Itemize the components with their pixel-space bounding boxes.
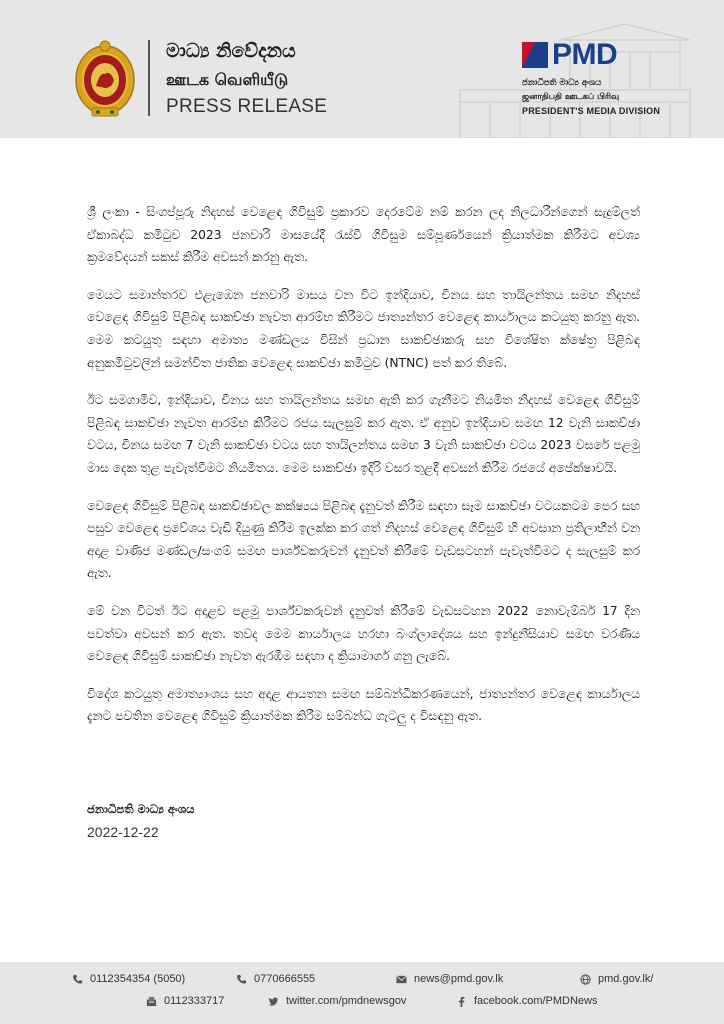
facebook-icon xyxy=(456,996,467,1007)
globe-icon xyxy=(580,974,591,985)
pmd-logo-text: PMD xyxy=(552,38,618,71)
division-name-tamil: ஜனாதிபதி ஊடகப் பிரிவு xyxy=(522,92,620,102)
phone-icon xyxy=(72,974,83,985)
paragraph: වෙළෙඳ ගිවිසුම් පිළිබඳ සාකච්ඡාවල කක්ෂ්‍යය පිළිබඳ දැනුවත් කිරීම සඳහා සෑම සාකච්ඡා වටයකටම පෙර සහ පසුව වෙළෙඳ ප්‍රවේශය වැඩි දියුණු කිරීම ඉලක්ක කර ගත් නිදහස් වෙළෙඳ ගිවිසුම් හි අවසාන ප්‍රතිලාභීන් වන අදාළ වාණිජ මණ්ඩල/සංගම් සමඟ පාර්ශ්වකරුවන් දැනුවත් කිරීමේ වැඩසටහන් පැවැත්වීමට ද සැලසුම් කර ඇත. xyxy=(87,498,640,581)
fax-number: 0112333717 xyxy=(164,995,225,1007)
footer-phone[interactable] xyxy=(72,973,185,985)
title-tamil: ஊடக வெளியீடு xyxy=(166,70,289,89)
twitter-handle: twitter.com/pmdnewsgov xyxy=(286,995,407,1007)
fax-icon xyxy=(146,996,157,1007)
title-english: PRESS RELEASE xyxy=(166,96,328,117)
facebook-page: facebook.com/PMDNews xyxy=(474,995,598,1007)
division-name-english: PRESIDENT'S MEDIA DIVISION xyxy=(522,106,661,116)
paragraph: විදේශ කටයුතු අමාත්‍යාංශය සහ අදාළ ආයතන සමඟ සම්බන්ධීකරණයෙන්, ජාත්‍යන්තර වෙළෙඳ කාර්යාලය දැනට පවතින වෙළෙඳ ගිවිසුම් ක්‍රියාත්මක කිරීම සම්බන්ධ ගැටලු ද විසඳනු ඇත. xyxy=(87,686,640,724)
press-release-header xyxy=(0,0,724,138)
envelope-icon xyxy=(396,974,407,985)
release-date: 2022-12-22 xyxy=(87,824,159,840)
division-name-sinhala: ජනාධිපති මාධ්‍ය අංශය xyxy=(522,78,602,88)
footer-fax[interactable] xyxy=(146,995,224,1007)
paragraph: මේ වන විටත් ඊට අදාළව පළමු පාර්ශ්වකරුවන් දැනුවත් කිරීමේ වැඩසටහන 2022 නොවැම්බර් 17 දින පවත්වා අවසන් කර ඇත. තවද මෙම කාර්යාලය හරහා බංග්ලාදේශය සහ ඉන්දුනීසියාව සමඟ වරණීය වෙළෙඳ ගිවිසුම් සාකච්ඡා නැවත ඇරඹීම සඳහා ද ක්‍රියාමාර්ග ගනු ලැබේ. xyxy=(87,603,640,664)
sri-lanka-emblem-logo xyxy=(74,36,136,120)
paragraph: මෙයට සමාන්තරව එළැඹෙන ජනවාරි මාසය වන විට ඉන්දියාව, චීනය සහ තායිලන්තය සමඟ නිදහස් වෙළෙඳ ගිවිසුම් පිළිබඳ සාකච්ඡා නැවත ආරම්භ කිරීමට ජාත්‍යන්තර වෙළෙඳ කාර්යාලය කටයුතු කරනු ඇත. මෙම කටයුතු සඳහා අමාත්‍ය මණ්ඩලය විසින් ප්‍රධාන සාකච්ඡාකරු සහ විශේෂිත ක්ෂේත්‍ර පිළිබඳ අනුකමිටුවලින් සමන්විත ජාතික වෙළෙඳ සාකච්ඡා කමිටුව (NTNC) පත් කර තිබේ. xyxy=(87,287,640,370)
paragraph: ශ්‍රී ලංකා - සිංගප්පූරු නිදහස් වෙළෙඳ ගිවිසුම් ප්‍රකාරව දෙරටේම නම් කරන ලද නිලධාරීන්ගෙන් සැදුම්ලත් ඒකාබද්ධ කමිටුව 2023 ජනවාරි මාසයේදී රැස්වී ගිවිසුම සම්පූර්ණයෙන් ක්‍රියාත්මක කිරීමට අවශ්‍ය ක්‍රමවේදයන් සකස් කිරීම අවසන් කරනු ඇත. xyxy=(87,205,640,265)
contact-footer xyxy=(0,962,724,1024)
mobile-phone-icon xyxy=(236,974,247,985)
title-sinhala: මාධ්‍ය නිවේදනය xyxy=(166,40,296,62)
website-url: pmd.gov.lk/ xyxy=(598,973,654,985)
footer-email[interactable] xyxy=(396,973,503,985)
twitter-icon xyxy=(268,996,279,1007)
pmd-logo xyxy=(522,40,642,70)
phone-number: 0112354354 (5050) xyxy=(90,973,186,985)
email-address: news@pmd.gov.lk xyxy=(414,973,504,985)
footer-facebook[interactable] xyxy=(456,995,598,1007)
footer-website[interactable] xyxy=(580,973,653,985)
footer-mobile[interactable] xyxy=(236,973,315,985)
mobile-number: 0770666555 xyxy=(254,973,316,985)
header-divider xyxy=(148,40,150,116)
footer-twitter[interactable] xyxy=(268,995,406,1007)
press-release-body xyxy=(87,201,640,743)
signature: ජනාධිපති මාධ්‍ය අංශය xyxy=(87,802,195,816)
paragraph: ඊට සමගාමීව, ඉන්දියාව, චීනය සහ තායිලන්තය සමඟ ඇති කර ගැනීමට නියමිත නිදහස් වෙළෙඳ ගිවිසුම් පිළිබඳ සාකච්ඡා නැවත ආරම්භ කිරීමට රජය සැලසුම් කර ඇත. ඒ අනුව ඉන්දියාව සමඟ 12 වැනි සාකච්ඡා වටය, චීනය සමඟ 7 වැනි සාකච්ඡා වටය සහ තායිලන්තය සමඟ 3 වැනි සාකච්ඡා වටය 2023 වසරේ පළමු මාස දෙක තුළ පැවැත්වීමට නියමිතය. මෙම සාකච්ඡා ඉදිරි වසර තුළදී අවසන් කිරීම රජයේ අපේක්ෂාවයි. xyxy=(87,393,640,475)
